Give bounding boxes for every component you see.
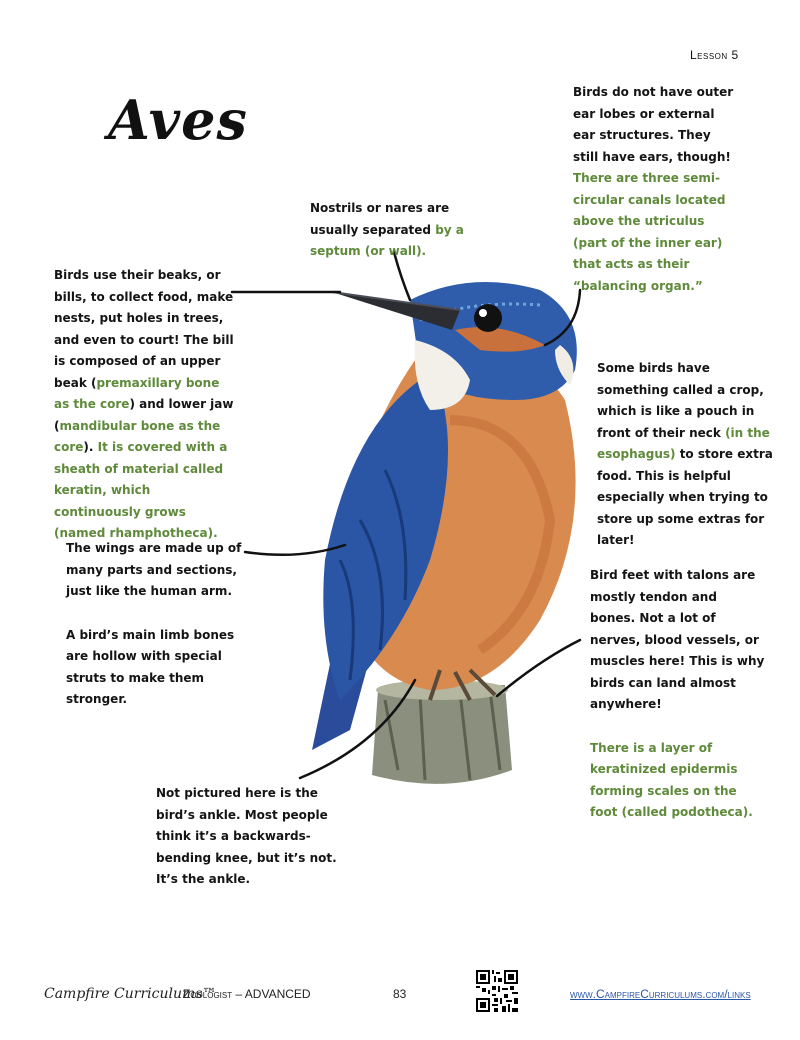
page-title: Aves (108, 88, 248, 152)
wings-note-para-1: The wings are made up of many parts and sections, just like the human arm. (66, 541, 242, 598)
wings-note (66, 538, 246, 711)
lesson-label: Lesson 5 (690, 48, 739, 62)
perch-stump (372, 680, 512, 784)
qr-code-icon[interactable] (476, 970, 518, 1012)
beak-note-text-2: ) and lower jaw ( (54, 397, 234, 433)
beak-note-text-1: Birds use their beaks, or bills, to collect food, make nests, put holes in trees, and even to court! The bill is composed of an upper beak ( (54, 268, 234, 390)
nostrils-note-highlight: by a septum (or wall). (310, 222, 464, 258)
nostrils-note (310, 198, 500, 263)
crop-note (597, 358, 782, 552)
page-number: 83 (393, 987, 407, 1001)
brand-logo: Campfire Curriculums™ (44, 986, 217, 1002)
crop-note-text-1: Some birds have something called a crop, which is like a pouch in front of their neck (597, 361, 764, 440)
beak-note-text-3: ). (83, 440, 98, 454)
nostrils-note-text: Nostrils or nares are usually separated (310, 201, 450, 237)
crop-note-highlight: (in the esophagus) (597, 425, 770, 461)
crop-note-text-2: to store extra food. This is helpful especially when trying to store up some extras for later! (597, 447, 773, 547)
wings-note-para-2: A bird’s main limb bones are hollow with special struts to make them stronger. (66, 627, 235, 706)
ankle-note: Not pictured here is the bird’s ankle. Most people think it’s a backwards-bending knee, but it’s not. It’s the ankle. (156, 786, 337, 886)
beak-note-highlight-3: It is covered with a sheath of material called keratin, which continuously grows (named rhamphotheca). (54, 440, 228, 540)
beak-note-highlight-1: premaxillary bone as the core (54, 375, 220, 411)
feet-note (590, 565, 765, 824)
bird-eye (474, 304, 502, 332)
ear-note-text: Birds do not have outer ear lobes or external ear structures. They still have ears, though! (573, 85, 734, 164)
beak-note (54, 265, 234, 545)
ear-note-highlight: There are three semi-circular canals located above the utriculus (part of the inner ear) that acts as their “balancing organ.” (573, 171, 726, 293)
ear-note (573, 82, 738, 297)
feet-note-text: Bird feet with talons are mostly tendon and bones. Not a lot of nerves, blood vessels, or muscles here! This is why birds can land almost anywhere! (590, 568, 765, 711)
beak-note-highlight-2: mandibular bone as the core (54, 418, 221, 454)
website-link[interactable]: www.CampfireCurriculums.com/links (570, 987, 751, 1001)
course-name: Zoologist – ADVANCED (183, 987, 311, 1001)
feet-note-highlight: There is a layer of keratinized epidermis forming scales on the foot (called podotheca). (590, 740, 753, 819)
